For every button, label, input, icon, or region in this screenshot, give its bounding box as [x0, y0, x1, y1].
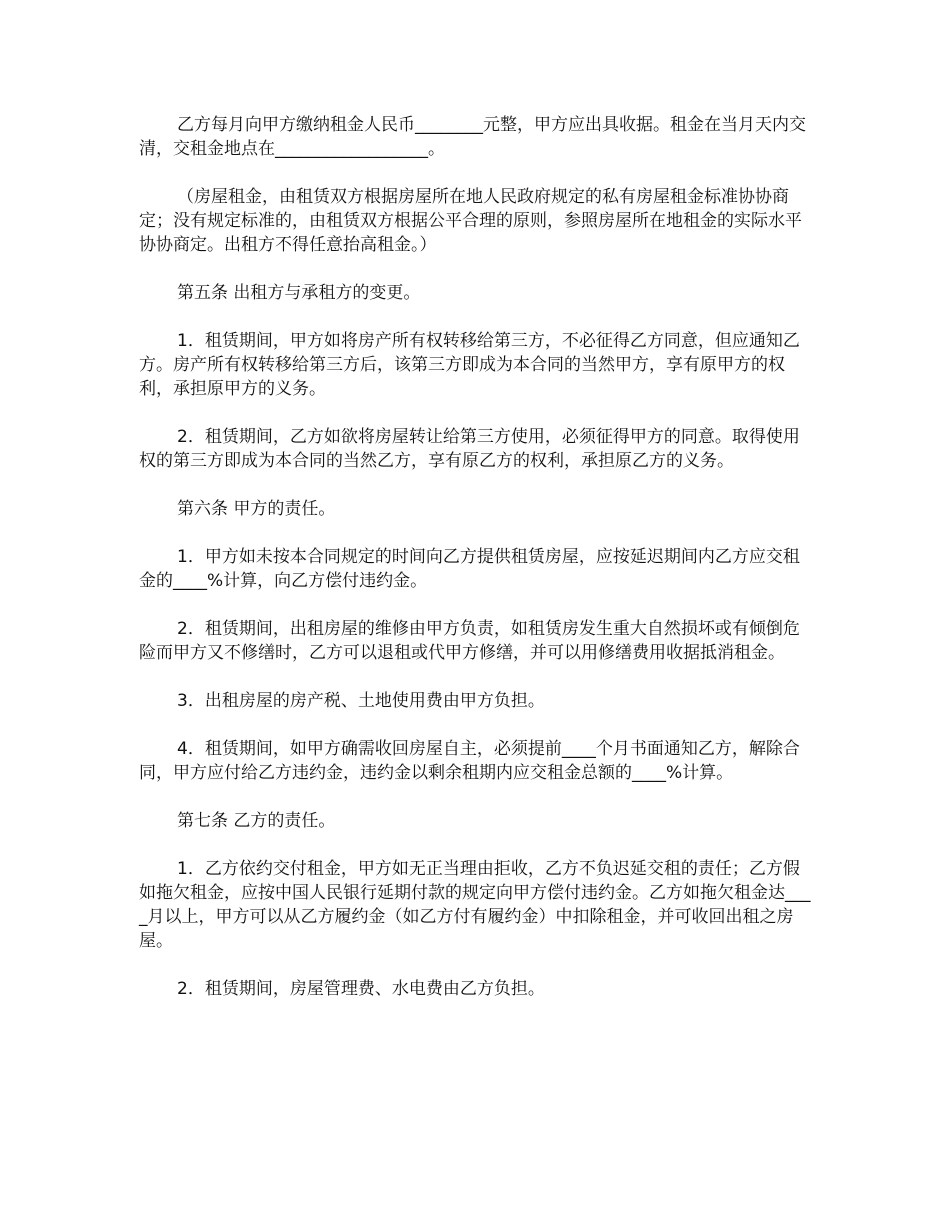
- article-5-clause-1: 1．租赁期间，甲方如将房产所有权转移给第三方，不必征得乙方同意，但应通知乙方。房产所有权转移给第三方后，该第三方即成为本合同的当然甲方，享有原甲方的权利，承担原甲方的义务。: [139, 331, 800, 399]
- document-body: [139, 113, 815, 1025]
- rent-payment-paragraph: 乙方每月向甲方缴纳租金人民币________元整，甲方应出具收据。租金在当月天内交清，交租金地点在__________________。: [139, 115, 806, 159]
- article-7-clause-2: 2．租赁期间，房屋管理费、水电费由乙方负担。: [177, 979, 545, 999]
- article-6-heading: 第六条 甲方的责任。: [177, 499, 336, 519]
- article-6-clause-2: 2．租赁期间，出租房屋的维修由甲方负责，如租赁房发生重大自然损坏或有倾倒危险而甲方又不修缮时，乙方可以退租或代甲方修缮，并可以用修缮费用收据抵消租金。: [139, 619, 800, 663]
- article-7-heading: 第七条 乙方的责任。: [177, 811, 336, 831]
- rent-standard-note: （房屋租金，由租赁双方根据房屋所在地人民政府规定的私有房屋租金标准协协商定；没有规定标准的，由租赁双方根据公平合理的原则，参照房屋所在地租金的实际水平协协商定。出租方不得任意抬高租金。）: [139, 187, 802, 255]
- article-6-clause-4: 4．租赁期间，如甲方确需收回房屋自主，必须提前____个月书面通知乙方，解除合同，甲方应付给乙方违约金，违约金以剩余租期内应交租金总额的____%计算。: [139, 739, 800, 783]
- article-5-clause-2: 2．租赁期间，乙方如欲将房屋转让给第三方使用，必须征得甲方的同意。取得使用权的第三方即成为本合同的当然乙方，享有原乙方的权利，承担原乙方的义务。: [139, 427, 800, 471]
- article-6-clause-1: 1．甲方如未按本合同规定的时间向乙方提供租赁房屋，应按延迟期间内乙方应交租金的____%计算，向乙方偿付违约金。: [139, 547, 800, 591]
- article-5-heading: 第五条 出租方与承租方的变更。: [177, 283, 421, 303]
- article-7-clause-1: 1．乙方依约交付租金，甲方如无正当理由拒收，乙方不负迟延交租的责任；乙方假如拖欠租金，应按中国人民银行延期付款的规定向甲方偿付违约金。乙方如拖欠租金达____月以上，甲方可以从乙方履约金（如乙方付有履约金）中扣除租金，并可收回出租之房屋。: [139, 859, 811, 951]
- article-6-clause-3: 3．出租房屋的房产税、土地使用费由甲方负担。: [177, 691, 545, 711]
